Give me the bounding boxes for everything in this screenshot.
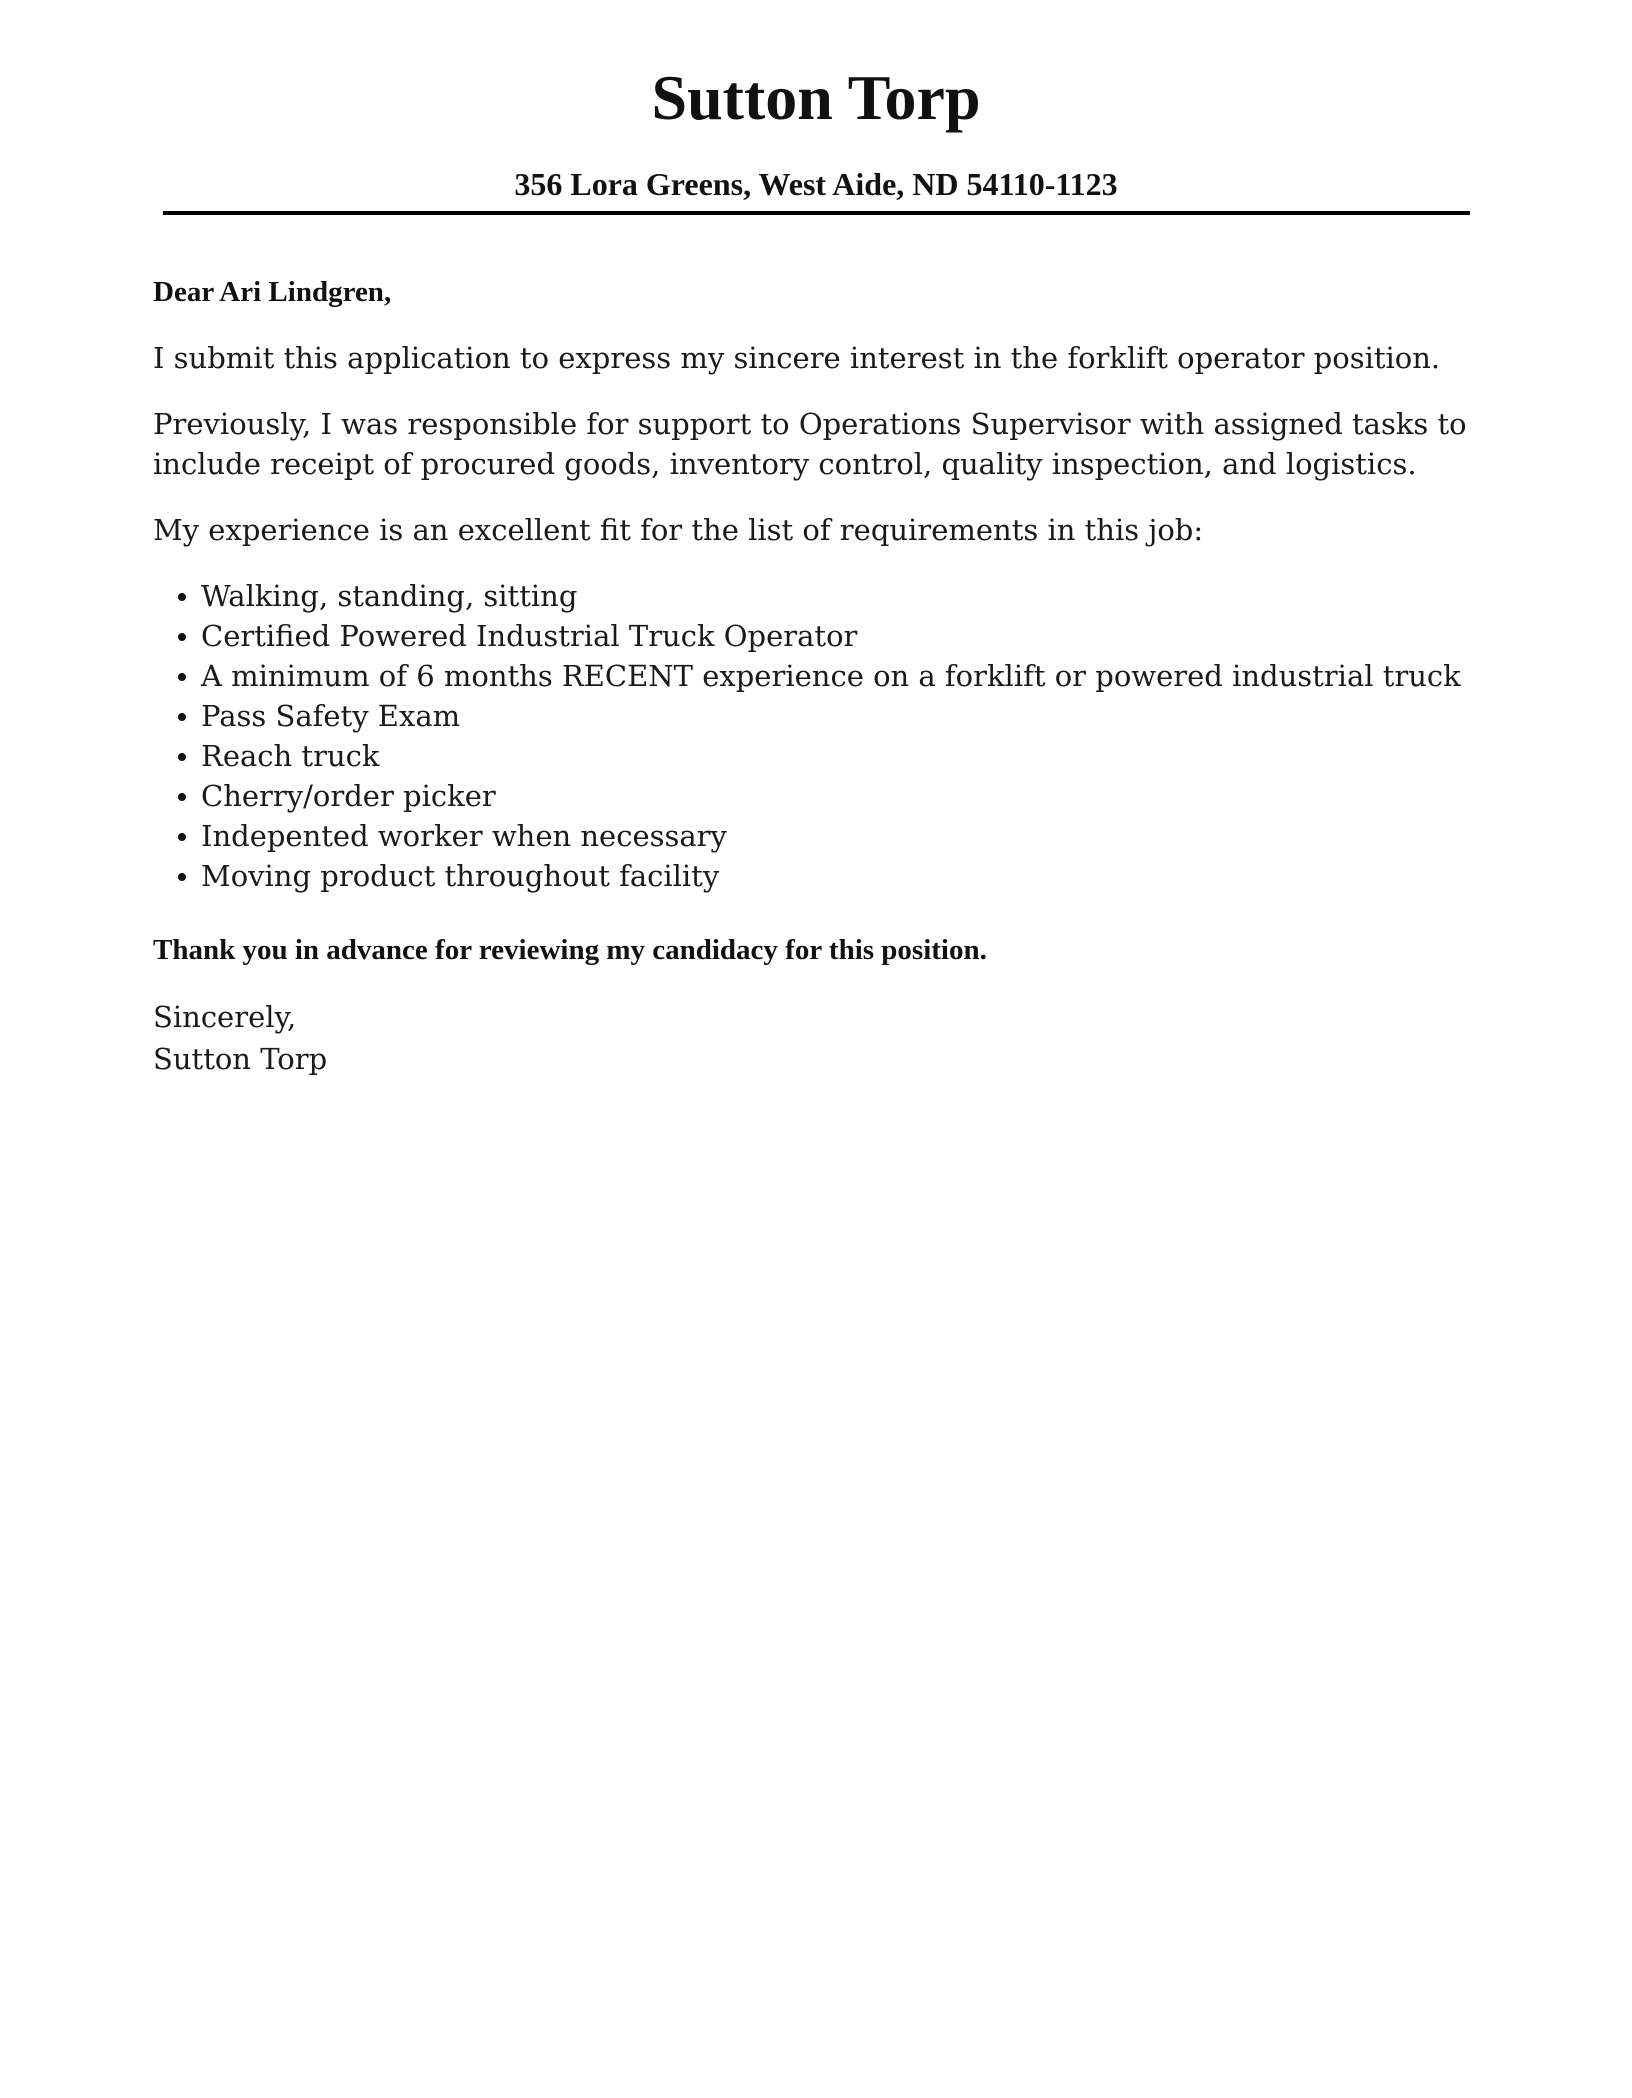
salutation: Dear Ari Lindgren, xyxy=(153,276,392,308)
signature-name: Sutton Torp xyxy=(153,1042,328,1076)
sign-off: Sincerely, xyxy=(153,1000,297,1034)
bullet-icon xyxy=(178,873,186,881)
bullet-icon xyxy=(178,713,186,721)
list-item xyxy=(153,776,1483,816)
requirements-list xyxy=(153,576,1483,896)
list-item xyxy=(153,736,1483,776)
bullet-icon xyxy=(178,673,186,681)
bullet-icon xyxy=(178,753,186,761)
requirements-intro: My experience is an excellent fit for the list of requirements in this job: xyxy=(153,513,1204,547)
requirement-text: Reach truck xyxy=(201,739,380,773)
list-item xyxy=(153,656,1483,696)
closing-statement: Thank you in advance for reviewing my candidacy for this position. xyxy=(153,934,987,966)
requirement-text: Cherry/order picker xyxy=(201,779,496,813)
list-item xyxy=(153,856,1483,896)
header-divider xyxy=(163,211,1470,215)
requirement-text: Pass Safety Exam xyxy=(201,699,461,733)
requirement-text: A minimum of 6 months RECENT experience on a forklift or powered industrial truck xyxy=(201,659,1461,693)
applicant-name: Sutton Torp xyxy=(651,62,981,133)
list-item xyxy=(153,576,1483,616)
bullet-icon xyxy=(178,593,186,601)
requirement-text: Indepented worker when necessary xyxy=(201,819,727,853)
bullet-icon xyxy=(178,633,186,641)
bullet-icon xyxy=(178,793,186,801)
list-item xyxy=(153,816,1483,856)
applicant-address: 356 Lora Greens, West Aide, ND 54110-1123 xyxy=(514,166,1118,202)
experience-paragraph: Previously, I was responsible for support to Operations Supervisor with assigned tasks to include receipt of procured goods, inventory control, quality inspection, and logistics. xyxy=(153,407,1467,481)
requirement-text: Walking, standing, sitting xyxy=(201,579,578,613)
list-item xyxy=(153,696,1483,736)
letter-body xyxy=(153,272,1483,1080)
intro-paragraph: I submit this application to express my sincere interest in the forklift operator position. xyxy=(153,341,1441,375)
requirement-text: Moving product throughout facility xyxy=(201,859,720,893)
requirement-text: Certified Powered Industrial Truck Operator xyxy=(201,619,858,653)
bullet-icon xyxy=(178,833,186,841)
list-item xyxy=(153,616,1483,656)
